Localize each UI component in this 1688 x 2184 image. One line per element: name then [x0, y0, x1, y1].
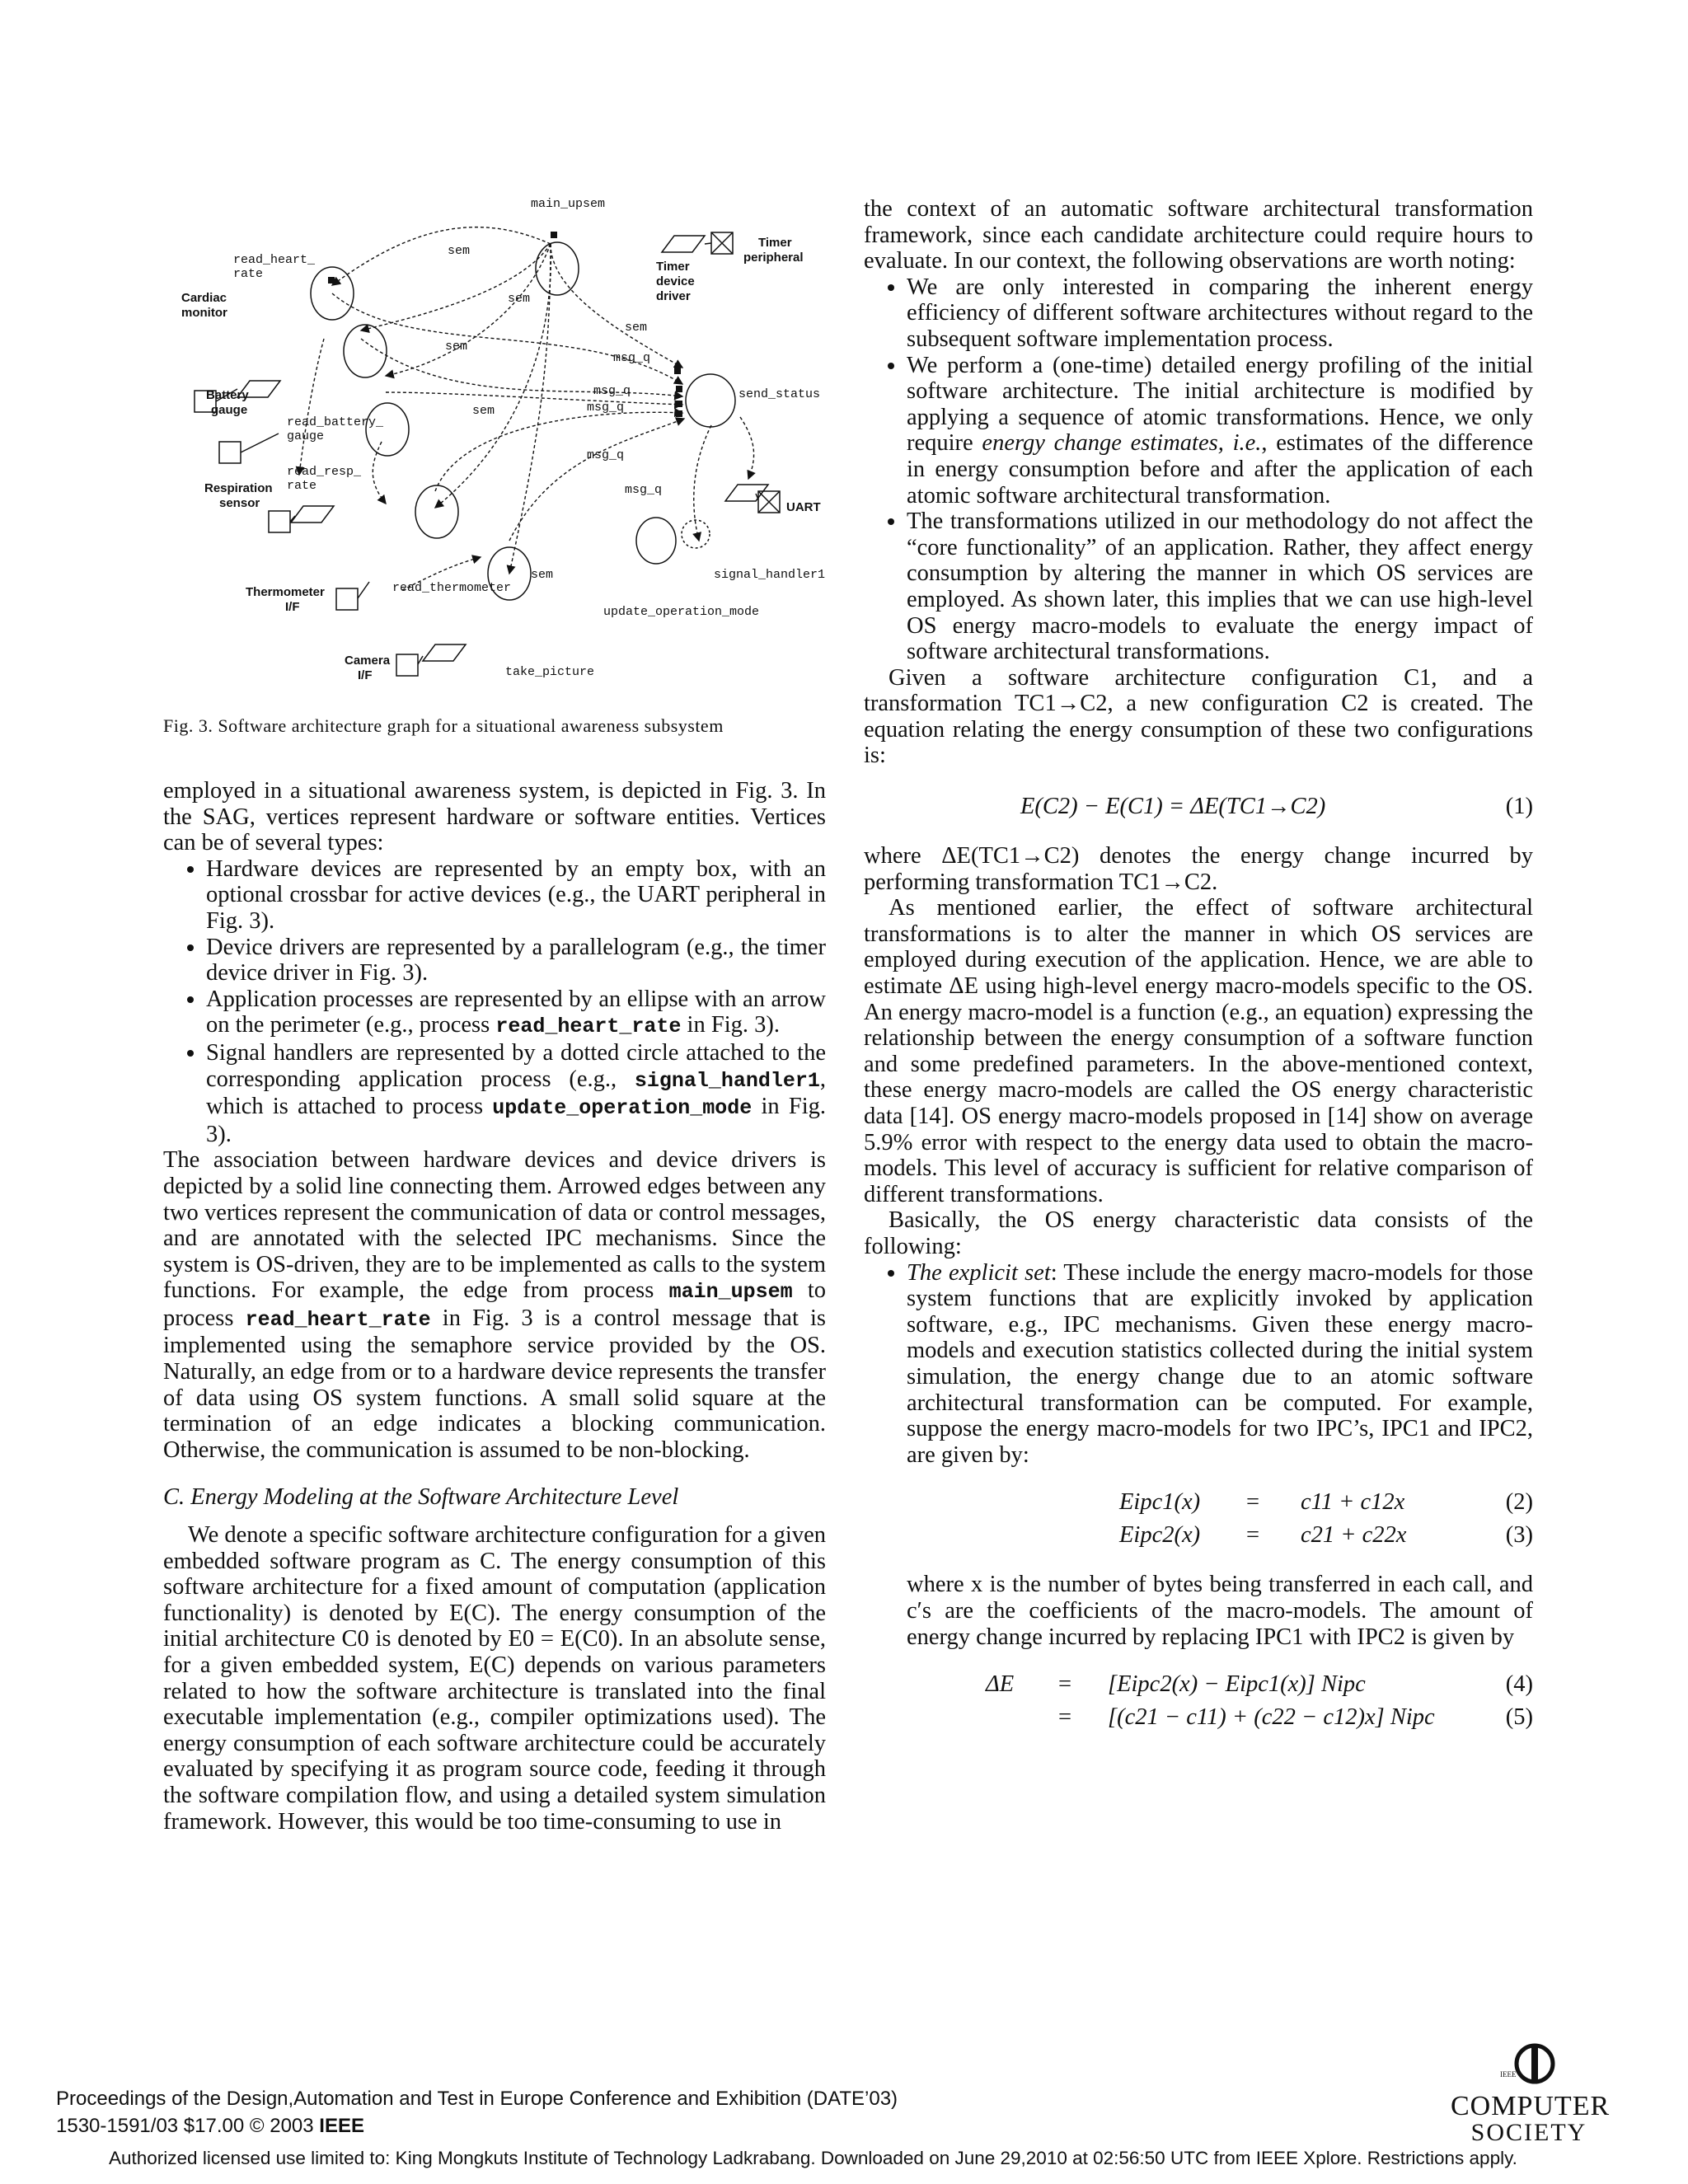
equation-op: =: [1058, 1671, 1072, 1698]
fig-label-main: main_upsem: [531, 197, 606, 211]
equation-op: =: [1246, 1489, 1260, 1516]
fig-label-resp: read_resp_: [287, 465, 362, 479]
fig-label-sem-6: sem: [531, 568, 554, 582]
text-run: Application processes are represented by an ellipse with an arrow on the perimeter (e.g., process: [206, 986, 826, 1038]
fig-label-thermo: read_thermometer: [392, 581, 512, 595]
fig-hw-thermo2: I/F: [285, 600, 300, 614]
list-item: [206, 1040, 826, 1147]
equation-number: (5): [1505, 1704, 1533, 1731]
fig-label-battery2: gauge: [287, 429, 325, 443]
architecture-graph-figure: [163, 194, 856, 689]
observation-list: [864, 274, 1533, 665]
text-run: We perform a (one-time) detailed energy profiling of the initial software architecture. The initial architecture is modified by applying a sequence of atomic transformations. Hence, we only require: [907, 352, 1533, 457]
fig-hw-timerp2: peripheral: [743, 251, 804, 265]
equation-lhs: Eipc2(x): [1119, 1522, 1201, 1549]
section-heading: C. Energy Modeling at the Software Architecture Level: [163, 1484, 679, 1511]
emphasis-run: energy change estimates, i.e.: [982, 430, 1262, 457]
equation-number: (1): [1505, 794, 1533, 820]
fig-hw-timerp1: Timer: [758, 236, 792, 250]
right-paragraph-4: As mentioned earlier, the effect of software architectural transformations is to alter the manner in which OS services are employed during execution of the application. Hence, we are able to estimate ΔE using high-level energy macro-models specific to the OS. An energy macro-model is a function (e.g., an equation) expressing the relationship between the energy consumption of a software function and some predefined parameters. In the above-mentioned context, these energy macro-models are called the OS energy characteristic data [14]. OS energy macro-models proposed in [14] show on average 5.9% error with respect to the energy data used to obtain the macro-models. This level of accuracy is sufficient for relative comparison of different transformations.: [864, 895, 1533, 1207]
left-column: [163, 778, 826, 1835]
fig-label-msgq-4: msg_q: [587, 448, 625, 462]
right-column: [864, 196, 1533, 1737]
fig-label-battery: read_battery_: [287, 415, 384, 429]
code-run: main_upsem: [668, 1280, 793, 1305]
fig-hw-battery2: gauge: [211, 403, 248, 417]
code-run: read_heart_rate: [245, 1307, 431, 1332]
left-paragraph-2: [163, 1147, 826, 1463]
figure-caption: Fig. 3. Software architecture graph for a situational awareness subsystem: [163, 715, 724, 736]
right-paragraph-3: where ΔE(TC1→C2) denotes the energy change incurred by performing transformation TC1→C2.: [864, 843, 1533, 895]
fig-label-sem-2: sem: [508, 292, 531, 306]
right-paragraph-2: Given a software architecture configuration C1, and a transformation TC1→C2, a new configuration C2 is created. The equation relating the energy consumption of these two configurations is:: [864, 664, 1533, 769]
equation-5: [864, 1704, 1533, 1737]
equations-4-5: [864, 1671, 1533, 1737]
fig-label-heart: read_heart_: [233, 253, 316, 267]
equation-rhs: [(c21 − c11) + (c22 − c12)x] Nipc: [1108, 1704, 1435, 1731]
list-item: • Device drivers are represented by a parallelogram (e.g., the timer device driver in Fig. 3).: [206, 935, 826, 987]
equation-number: (4): [1505, 1671, 1533, 1698]
computer-society-logo: [1451, 2042, 1611, 2146]
text-run: in Fig. 3).: [206, 1094, 827, 1147]
code-run: read_heart_rate: [495, 1015, 682, 1039]
equation-number: (3): [1505, 1522, 1533, 1549]
equation-rhs: c11 + c12x: [1301, 1489, 1405, 1516]
license-line: Authorized licensed use limited to: King Mongkuts Institute of Technology Ladkrabang. Downloaded on June 29,2010 at 02:56:50 UTC from IEEE Xplore. Restrictions apply.: [109, 2148, 1517, 2168]
equation-number: (2): [1505, 1489, 1533, 1516]
left-paragraph-1: employed in a situational awareness system, is depicted in Fig. 3. In the SAG, vertices represent hardware or software entities. Vertices can be of several types:: [163, 778, 826, 856]
ieee-bold: IEEE: [319, 2115, 364, 2137]
list-item: • We are only interested in comparing the inherent energy efficiency of different software architectures without regard to the subsequent software implementation process.: [907, 274, 1533, 353]
text-run: 1530-1591/03 $17.00 © 2003: [56, 2115, 320, 2137]
right-paragraph-6: where x is the number of bytes being transferred in each call, and c′s are the coefficients of the macro-models. The amount of energy change incurred by replacing IPC1 with IPC2 is given by: [907, 1572, 1533, 1650]
text-run: The association between hardware devices and device drivers is depicted by a solid line connecting them. Arrowed edges between any two vertices represent the communication of data or control messages, and are annotated with the selected IPC mechanisms. Since the system is OS-driven, they are to be implemented as calls to the system functions. For example, the edge from process: [163, 1147, 826, 1304]
text-run: , which is attached to process: [206, 1066, 826, 1120]
vertex-type-list: [163, 856, 826, 1148]
equation-2: [907, 1489, 1533, 1522]
fig-label-heart2: rate: [233, 267, 264, 281]
ieee-emblem-icon: [1500, 2042, 1558, 2088]
code-run: signal_handler1: [634, 1068, 820, 1093]
list-item: • Hardware devices are represented by an empty box, with an optional crossbar for active devices (e.g., the UART peripheral in Fig. 3).: [206, 856, 826, 935]
fig-hw-timerd1: Timer: [656, 260, 690, 274]
right-paragraph-5: Basically, the OS energy characteristic data consists of the following:: [864, 1207, 1533, 1259]
equation-1: [864, 794, 1533, 827]
energy-data-list: [864, 1260, 1533, 1469]
fig-hw-uart: UART: [786, 500, 821, 514]
fig-hw-thermo1: Thermometer: [246, 585, 325, 599]
logo-computer: COMPUTER: [1451, 2091, 1611, 2121]
equation-3: [907, 1522, 1533, 1555]
text-run: in Fig. 3 is a control message that is implemented using the semaphore service provided by the OS. Naturally, an edge from or to a hardware device represents the transfer of data using OS system functions. A small solid square at the termination of an edge indicates a blocking communication. Otherwise, the communication is assumed to be non-blocking.: [163, 1305, 826, 1463]
equation-body: E(C2) − E(C1) = ΔE(TC1→C2): [1020, 794, 1326, 820]
fig-hw-resp1: Respiration: [204, 481, 273, 495]
equation-rhs: c21 + c22x: [1301, 1522, 1407, 1549]
fig-label-update: update_operation_mode: [603, 605, 760, 619]
fig-label-msgq-1: msg_q: [613, 351, 651, 365]
fig-label-sigh: signal_handler1: [714, 568, 826, 582]
logo-society: SOCIETY: [1470, 2119, 1587, 2146]
equations-2-3: [907, 1489, 1533, 1555]
code-run: update_operation_mode: [492, 1096, 753, 1121]
fig-label-camera: take_picture: [505, 665, 595, 679]
list-item: [907, 1260, 1533, 1469]
fig-label-msgq-2: msg_q: [593, 384, 631, 398]
fig-label-sem-5: sem: [472, 404, 495, 418]
proceedings-line: Proceedings of the Design,Automation and Test in Europe Conference and Exhibition (DATE’03): [56, 2088, 898, 2110]
fig-label-sem-3: sem: [445, 340, 468, 354]
fig-hw-camera1: Camera: [345, 654, 391, 668]
fig-label-send: send_status: [738, 387, 821, 401]
text-run: Signal handlers are represented by a dotted circle attached to the corresponding application process (e.g.,: [206, 1039, 826, 1092]
left-paragraph-3: We denote a specific software architecture configuration for a given embedded software program as C. The energy consumption of this software architecture for a fixed amount of computation (application functionality) is denoted by E(C). The energy consumption of the initial architecture C0 is denoted by E0 = E(C0). In an absolute sense, for a given embedded system, E(C) depends on various parameters related to how the software architecture is translated into the final executable implementation (e.g., compiler optimizations used). The energy consumption of each software architecture could be accurately evaluated by specifying it as program source code, feeding it through the software compilation flow, and using a detailed system simulation framework. However, this would be too time-consuming to use in: [163, 1522, 826, 1835]
fig-hw-battery1: Battery: [206, 388, 249, 402]
fig-label-sem-4: sem: [625, 321, 648, 335]
fig-hw-cardiac1: Cardiac: [181, 291, 227, 305]
text-run: , estimates of the difference in energy consumption before and after the application of each atomic software architectural transformation.: [907, 430, 1533, 509]
ieee-mark: IEEE: [1500, 2070, 1517, 2079]
issn-line: [56, 2115, 364, 2138]
equation-lhs: Eipc1(x): [1119, 1489, 1201, 1516]
fig-label-msgq-5: msg_q: [625, 483, 663, 497]
equation-op: =: [1246, 1522, 1260, 1549]
fig-hw-timerd2: device: [656, 274, 695, 288]
text-run: in Fig. 3).: [681, 1012, 780, 1038]
fig-hw-cardiac2: monitor: [181, 306, 227, 320]
equation-lhs: ΔE: [986, 1671, 1015, 1698]
equation-op: =: [1058, 1704, 1072, 1731]
list-item: [907, 353, 1533, 509]
list-item: [206, 987, 826, 1040]
equation-4: [864, 1671, 1533, 1704]
text-run: to process: [163, 1277, 826, 1331]
fig-label-sem-1: sem: [448, 244, 471, 258]
list-item: • The transformations utilized in our methodology do not affect the “core functionality” of an application. Rather, they affect energy consumption by altering the manner in which OS services are employed. As shown later, this implies that we can use high-level OS energy macro-models to evaluate the energy impact of software architectural transformations.: [907, 509, 1533, 665]
right-paragraph-1: the context of an automatic software architectural transformation framework, since each candidate architecture could require hours to evaluate. In our context, the following observations are worth noting:: [864, 196, 1533, 274]
equation-rhs: [Eipc2(x) − Eipc1(x)] Nipc: [1108, 1671, 1366, 1698]
fig-hw-camera2: I/F: [358, 668, 373, 682]
fig-label-resp2: rate: [287, 479, 317, 493]
emphasis-run: The explicit set: [907, 1259, 1051, 1286]
text-run: : These include the energy macro-models for those system functions that are explicitly invoked by application software, e.g., IPC mechanisms. Given these energy macro-models and execution statistics collected during the initial system simulation, the energy change due to an atomic software architectural transformation can be computed. For example, suppose the energy macro-models for two IPC’s, IPC1 and IPC2, are given by:: [907, 1259, 1533, 1468]
fig-label-msgq-3: msg_q: [587, 401, 625, 415]
fig-hw-timerd3: driver: [656, 289, 691, 303]
fig-hw-resp2: sensor: [219, 496, 260, 510]
